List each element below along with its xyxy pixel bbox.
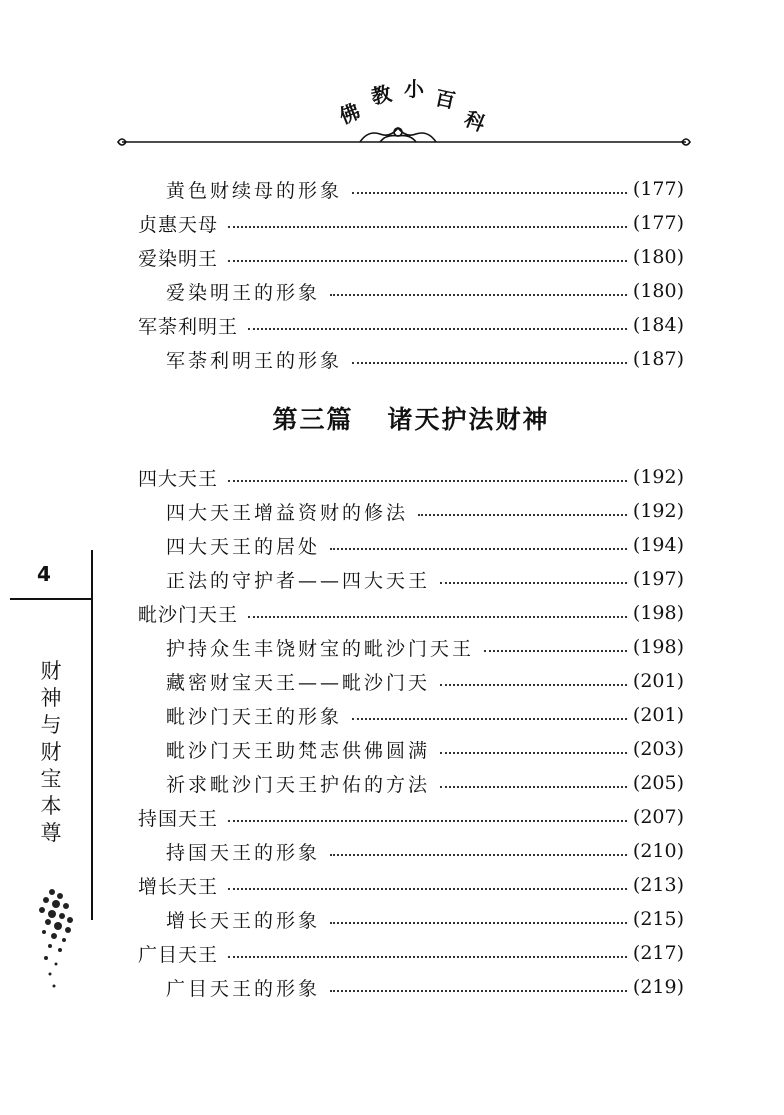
toc-entry-title: 毗沙门天王助梵志供佛圆满 [166,736,434,763]
toc-entry-page: (210) [632,840,684,862]
toc-entry [138,206,684,240]
toc-entry [138,800,684,834]
section-heading [138,376,684,460]
toc-entry-title: 贞惠天母 [138,210,222,237]
dot-leader [248,328,627,330]
toc-entry [138,274,684,308]
toc-entry-page: (203) [632,738,684,760]
dot-leader [330,548,627,550]
toc-entry-page: (215) [632,908,684,930]
toc-entry-title: 持国天王 [138,804,222,831]
dot-leader [330,922,627,924]
series-title-char: 佛 [335,98,364,129]
toc-entry-title: 护持众生丰饶财宝的毗沙门天王 [166,634,478,661]
toc-entry-page: (177) [632,178,684,200]
dot-leader [330,854,627,856]
header [0,0,784,150]
toc-entry-title: 增长天王的形象 [166,906,324,933]
dot-leader [228,480,627,482]
toc-entry-page: (180) [632,246,684,268]
toc-entry [138,936,684,970]
ornamental-rule [118,128,690,145]
dot-leader [228,226,627,228]
dot-leader [228,888,627,890]
toc-entry [138,240,684,274]
dot-leader [330,990,627,992]
dot-leader [440,684,627,686]
section-title: 诸天护法财神 [387,405,550,434]
book-title-vertical [38,658,64,847]
sidebar-divider [10,598,92,600]
toc-entry-title: 军荼利明王的形象 [166,346,346,373]
dot-leader [440,786,627,788]
toc-entry-page: (197) [632,568,684,590]
toc-entry [138,732,684,766]
floral-ornament [22,878,92,998]
toc-entry-title: 爱染明王 [138,244,222,271]
book-title-char: 本 [40,794,62,818]
toc-entry [138,834,684,868]
toc-entry-page: (213) [632,874,684,896]
toc-entry-title: 毗沙门天王 [138,600,242,627]
page-number: 4 [37,562,51,586]
toc-entry-page: (187) [632,348,684,370]
toc-entry-page: (194) [632,534,684,556]
toc-entry-title: 四大天王 [138,464,222,491]
toc-group-after [138,460,684,1004]
toc-entry [138,664,684,698]
toc-entry [138,172,684,206]
book-title-char: 与 [40,713,62,737]
sidebar-vertical-rule [91,550,93,920]
book-title-char: 财 [40,659,62,683]
dot-leader [228,956,627,958]
series-title-char: 小 [404,77,424,101]
dot-leader [248,616,627,618]
dot-leader [418,514,627,516]
toc-entry-page: (201) [632,670,684,692]
toc-entry [138,698,684,732]
toc-entry-page: (205) [632,772,684,794]
dot-leader [352,362,627,364]
dot-leader [352,718,627,720]
toc-entry-page: (207) [632,806,684,828]
dot-leader [484,650,627,652]
dot-leader [228,820,627,822]
toc-entry-title: 爱染明王的形象 [166,278,324,305]
toc-entry-title: 四大天王的居处 [166,532,324,559]
toc-entry-title: 黄色财续母的形象 [166,176,346,203]
dot-leader [330,294,627,296]
toc-entry [138,528,684,562]
toc-entry [138,460,684,494]
toc-entry-title: 正法的守护者——四大天王 [166,566,434,593]
toc-entry-page: (198) [632,602,684,624]
toc-entry [138,630,684,664]
toc-entry-page: (219) [632,976,684,998]
toc-entry-title: 增长天王 [138,872,222,899]
toc-entry [138,902,684,936]
toc-entry [138,868,684,902]
toc-entry-page: (198) [632,636,684,658]
book-title-char: 神 [40,686,62,710]
toc-entry-page: (177) [632,212,684,234]
series-title-char: 科 [461,106,489,137]
dot-leader [440,752,627,754]
toc-entry [138,308,684,342]
series-title-char: 百 [432,85,458,114]
toc-entry-page: (192) [632,466,684,488]
toc-entry [138,562,684,596]
toc-entry-title: 军荼利明王 [138,312,242,339]
toc-entry [138,596,684,630]
toc-entry-title: 藏密财宝天王——毗沙门天 [166,668,434,695]
series-title-char: 教 [369,81,394,109]
series-title [336,77,490,137]
toc-entry [138,766,684,800]
toc-entry-title: 持国天王的形象 [166,838,324,865]
dot-leader [440,582,627,584]
toc-entry-title: 广目天王的形象 [166,974,324,1001]
toc-entry [138,342,684,376]
toc-entry-page: (201) [632,704,684,726]
toc-entry-title: 毗沙门天王的形象 [166,702,346,729]
toc-entry-title: 祈求毗沙门天王护佑的方法 [166,770,434,797]
toc-entry-page: (192) [632,500,684,522]
book-title-char: 宝 [40,767,62,791]
toc-entry-page: (184) [632,314,684,336]
dot-leader [352,192,627,194]
toc-entry-title: 广目天王 [138,940,222,967]
toc-entry [138,494,684,528]
toc-entry [138,970,684,1004]
toc-entry-page: (180) [632,280,684,302]
book-title-char: 尊 [40,821,62,845]
toc-entry-page: (217) [632,942,684,964]
toc-entry-title: 四大天王增益资财的修法 [166,498,412,525]
table-of-contents [138,172,684,1004]
book-title-char: 财 [40,740,62,764]
section-label: 第三篇 [272,405,354,434]
dot-leader [228,260,627,262]
toc-group-before [138,172,684,376]
